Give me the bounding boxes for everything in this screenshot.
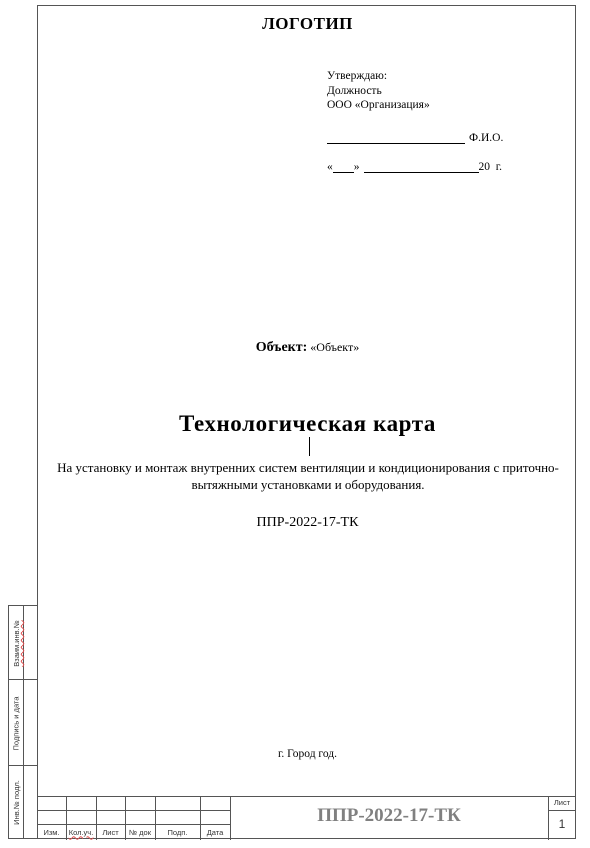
signature-line (327, 131, 503, 144)
date-line (327, 160, 502, 173)
document-subtitle: На установку и монтаж внутренних систем вентиляции и кондиционирования с приточно-вытяжными установками и оборудования. (57, 460, 559, 492)
object-line (37, 340, 578, 356)
year-prefix: 20 (478, 161, 490, 173)
stamp-sheet-label: Лист (553, 798, 571, 807)
approval-line-approve: Утверждаю: (327, 70, 388, 82)
approval-block (327, 69, 430, 113)
stamp-header-sign: Подп. (167, 827, 188, 837)
text-cursor (309, 437, 310, 456)
strip-label-inventory: Инв.№ подл. (11, 780, 21, 825)
strip-label-exchange: Взаим.инв.№ (11, 619, 21, 667)
stamp-sheet-number: 1 (558, 817, 566, 831)
logo-placeholder: ЛОГОТИП (262, 14, 353, 33)
document-title: Технологическая карта (178, 411, 437, 436)
signature-fio: Ф.И.О. (469, 132, 504, 144)
date-close-quote: » (353, 161, 360, 173)
signature-underline (327, 131, 465, 144)
year-suffix: г. (490, 161, 503, 173)
approval-line-position: Должность (327, 84, 382, 97)
title-block (37, 796, 576, 839)
stamp-document-code: ППР-2022-17-ТК (317, 805, 461, 826)
city-year: г. Город год. (277, 748, 338, 760)
day-underline (333, 160, 354, 173)
stamp-header-doc: № док (129, 827, 151, 837)
stamp-header-date: Дата (206, 827, 224, 837)
stamp-sheet-line (548, 810, 576, 811)
document-code: ППР-2022-17-ТК (256, 515, 359, 530)
side-stamp-strip (8, 605, 38, 839)
stamp-header-list: Лист (102, 827, 119, 837)
date-open-quote: « (327, 161, 333, 173)
strip-label-signature: Подпись и дата (11, 696, 21, 750)
approval-line-organization: ООО «Организация» (327, 99, 430, 111)
object-value: «Объект» (310, 340, 360, 354)
stamp-header-kol: Кол.уч. (68, 827, 94, 837)
stamp-header-izm: Изм. (43, 827, 60, 837)
object-label: Объект: (255, 340, 308, 355)
month-underline (364, 160, 479, 173)
